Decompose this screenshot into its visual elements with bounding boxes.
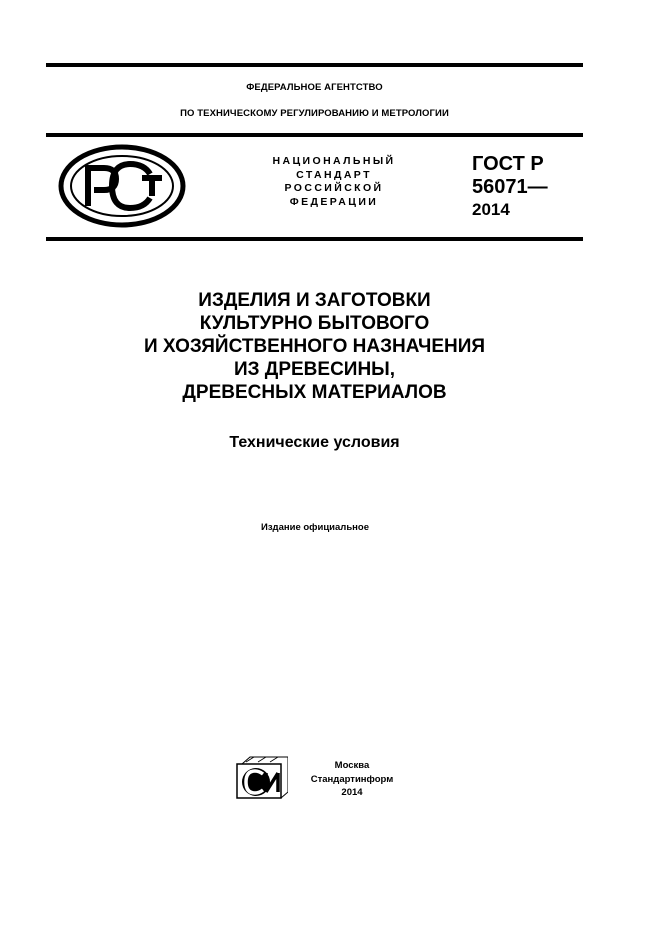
imprint-year: 2014 xyxy=(341,787,363,798)
designation-line-3: 2014 xyxy=(472,200,510,219)
document-subtitle: Технические условия xyxy=(229,434,400,451)
top-rule xyxy=(46,63,583,67)
agency-name-line-2: ПО ТЕХНИЧЕСКОМУ РЕГУЛИРОВАНИЮ И МЕТРОЛОГИИ xyxy=(180,108,449,119)
header-rule-upper xyxy=(46,133,583,137)
publisher-imprint xyxy=(300,759,404,800)
imprint-city: Москва xyxy=(334,760,370,771)
national-standard-line-1: НАЦИОНАЛЬНЫЙ xyxy=(272,155,396,167)
national-standard-label xyxy=(236,155,432,209)
national-standard-line-4: ФЕДЕРАЦИИ xyxy=(289,195,379,208)
national-standard-line-2: СТАНДАРТ xyxy=(296,168,372,181)
title-line: ДРЕВЕСНЫХ МАТЕРИАЛОВ xyxy=(182,382,447,403)
standard-designation xyxy=(472,153,548,221)
designation-line-1: ГОСТ Р xyxy=(472,153,544,175)
edition-label: Издание официальное xyxy=(261,522,369,533)
title-line: И ХОЗЯЙСТВЕННОГО НАЗНАЧЕНИЯ xyxy=(143,336,486,357)
title-line: ИЗ ДРЕВЕСИНЫ, xyxy=(233,359,396,380)
header-rule-lower xyxy=(46,237,583,241)
agency-name-line-1: ФЕДЕРАЛЬНОЕ АГЕНТСТВО xyxy=(246,82,383,93)
rst-mark-icon xyxy=(58,144,186,228)
title-line: КУЛЬТУРНО БЫТОВОГО xyxy=(199,313,430,334)
standartinform-logo-icon xyxy=(236,756,288,800)
document-title xyxy=(46,289,583,404)
imprint-publisher: Стандартинформ xyxy=(310,773,394,785)
title-line: ИЗДЕЛИЯ И ЗАГОТОВКИ xyxy=(198,290,431,311)
national-standard-line-3: РОССИЙСКОЙ xyxy=(284,182,384,194)
designation-line-2: 56071— xyxy=(472,176,548,198)
